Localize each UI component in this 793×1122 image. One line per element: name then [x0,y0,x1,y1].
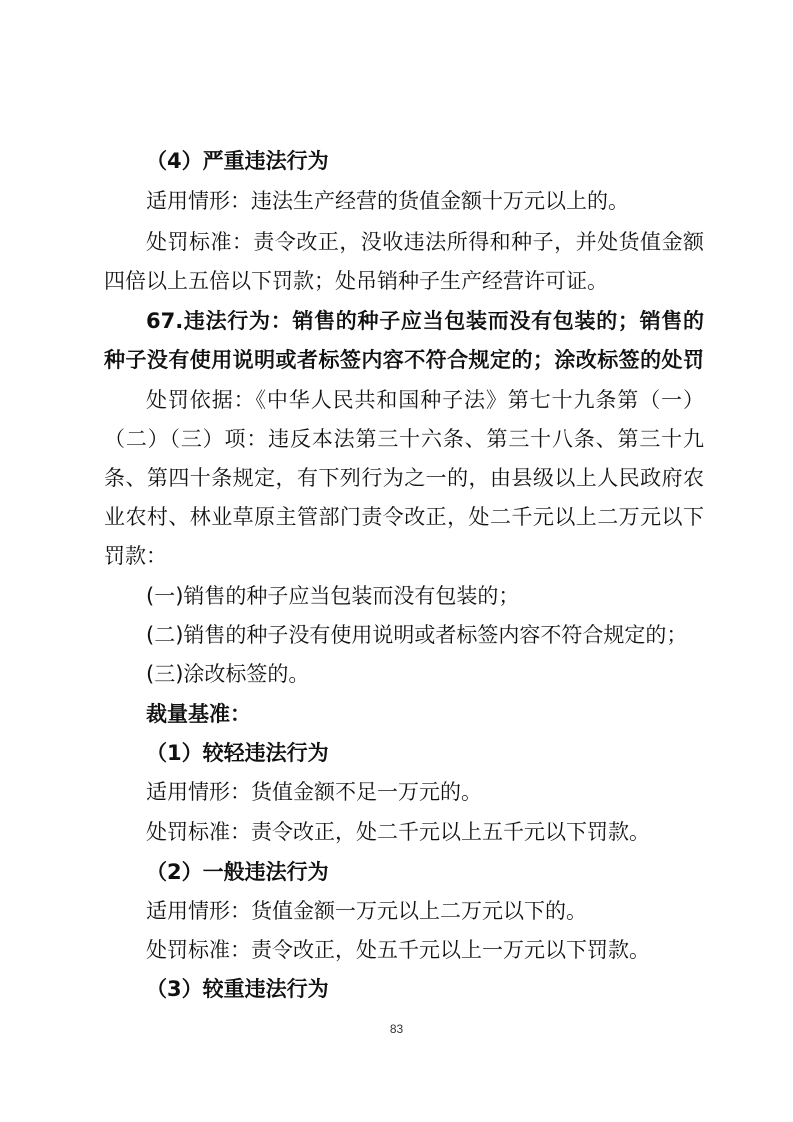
article-title: 种子没有使用说明或者标签内容不符合规定的；涂改标签的处罚 [104,348,704,372]
section-heading: 裁量基准： [146,702,251,726]
list-item: (二)销售的种子没有使用说明或者标签内容不符合规定的； [146,623,688,647]
paragraph-line: 业农村、林业草原主管部门责令改正，处二千元以上二万元以下 [104,505,704,529]
paragraph-line: 处罚依据：《中华人民共和国种子法》第七十九条第（一） [146,388,704,412]
paragraph-line: 处罚标准：责令改正，没收违法所得和种子，并处货值金额 [146,230,704,254]
heading-serious-violation: （3）较重违法行为 [146,977,329,1001]
paragraph-line: 适用情形：货值金额一万元以上二万元以下的。 [146,899,587,923]
paragraph-line: 条、第四十条规定，有下列行为之一的，由县级以上人民政府农 [104,466,704,490]
list-item: (三)涂改标签的。 [146,662,310,686]
paragraph-line: （二）（三）项：违反本法第三十六条、第三十八条、第三十九 [104,427,704,451]
list-item: (一)销售的种子应当包装而没有包装的； [146,584,520,608]
paragraph-line: 处罚标准：责令改正，处五千元以上一万元以下罚款。 [146,938,650,962]
paragraph-line: 罚款： [104,544,167,568]
heading-severe-violation: （4）严重违法行为 [146,149,329,173]
paragraph-line: 四倍以上五倍以下罚款；处吊销种子生产经营许可证。 [104,269,608,293]
paragraph-line: 适用情形：违法生产经营的货值金额十万元以上的。 [146,189,629,213]
paragraph-line: 处罚标准：责令改正，处二千元以上五千元以下罚款。 [146,820,650,844]
heading-minor-violation: （1）较轻违法行为 [146,741,329,765]
heading-general-violation: （2）一般违法行为 [146,860,329,884]
paragraph-line: 适用情形：货值金额不足一万元的。 [146,780,482,804]
article-title: 67.违法行为：销售的种子应当包装而没有包装的；销售的 [146,309,704,333]
page-number: 83 [389,1022,404,1036]
